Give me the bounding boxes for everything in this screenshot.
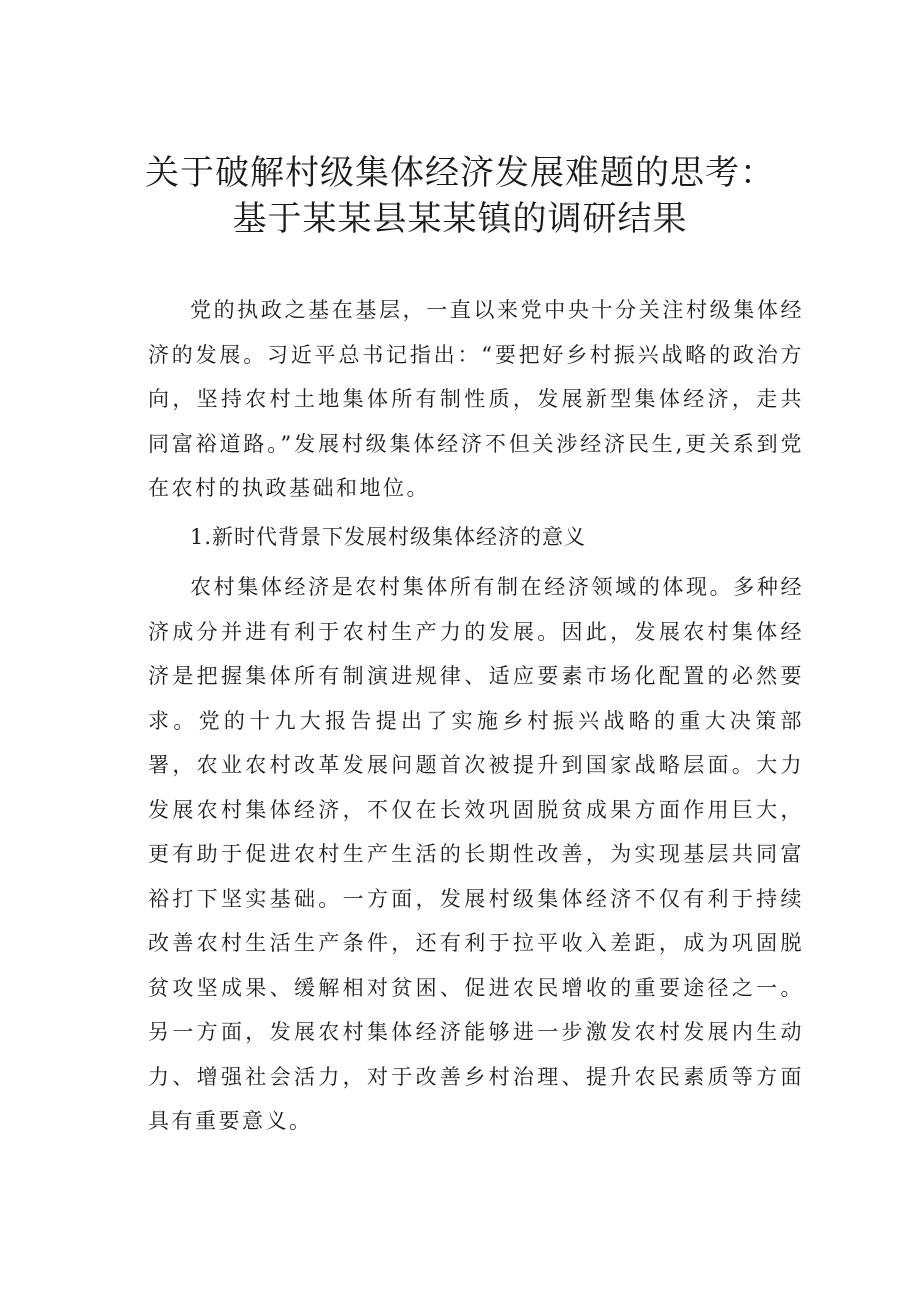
title-line-2: 基于某某县某某镇的调研结果 bbox=[232, 199, 688, 239]
title-line-1: 关于破解村级集体经济发展难题的思考： bbox=[145, 153, 775, 193]
document-title bbox=[100, 150, 820, 242]
paragraph-significance: 农村集体经济是农村集体所有制在经济领域的体现。多种经济成分并进有利于农村生产力的发展。因此，发展农村集体经济是把握集体所有制演进规律、适应要素市场化配置的必然要求。党的十九大报告提出了实施乡村振兴战略的重大决策部署，农业农村改革发展问题首次被提升到国家战略层面。大力发展农村集体经济，不仅在长效巩固脱贫成果方面作用巨大，更有助于促进农村生产生活的长期性改善，为实现基层共同富裕打下坚实基础。一方面，发展村级集体经济不仅有利于持续改善农村生活生产条件，还有利于拉平收入差距，成为巩固脱贫攻坚成果、缓解相对贫困、促进农民增收的重要途径之一。另一方面，发展农村集体经济能够进一步激发农村发展内生动力、增强社会活力，对于改善乡村治理、提升农民素质等方面具有重要意义。 bbox=[148, 575, 804, 1133]
document-body bbox=[148, 288, 804, 1144]
section-heading-1: 1.新时代背景下发展村级集体经济的意义 bbox=[190, 524, 587, 549]
paragraph-intro: 党的执政之基在基层，一直以来党中央十分关注村级集体经济的发展。习近平总书记指出：“要把好乡村振兴战略的政治方向，坚持农村土地集体所有制性质，发展新型集体经济，走共同富裕道路。”发展村级集体经济不但关涉经济民生,更关系到党在农村的执政基础和地位。 bbox=[148, 298, 804, 500]
